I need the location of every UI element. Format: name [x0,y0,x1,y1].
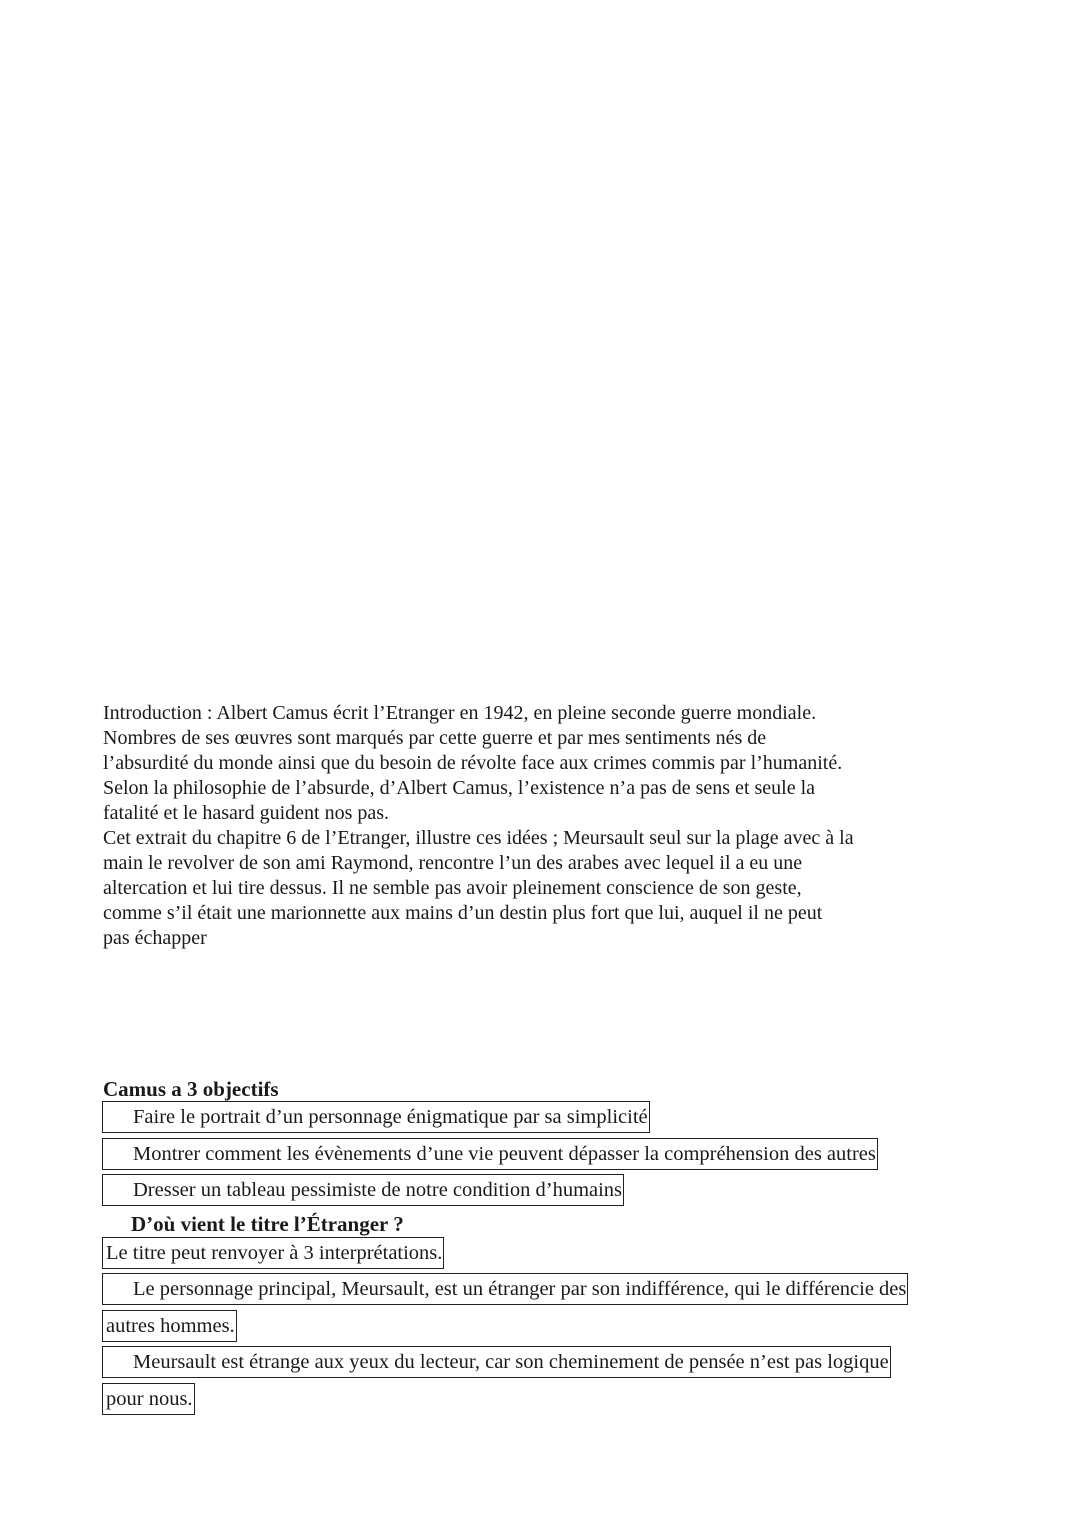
introduction-text [103,701,1003,951]
intro-paragraph-1 [103,701,1003,826]
title-lead-text: Le titre peut renvoyer à 3 interprétations. [102,1237,444,1269]
intro-line: altercation et lui tire dessus. Il ne semble pas avoir pleinement conscience de son geste, [103,877,802,899]
intro-line: fatalité et le hasard guident nos pas. [103,802,390,824]
objective-item: Montrer comment les évènements d’une vie peuvent dépasser la compréhension des autres [102,1138,878,1170]
objective-item: Faire le portrait d’un personnage énigmatique par sa simplicité [102,1101,650,1133]
intro-line: main le revolver de son ami Raymond, rencontre l’un des arabes avec lequel il a eu une [103,852,803,874]
intro-line: comme s’il était une marionnette aux mains d’un destin plus fort que lui, auquel il ne peut [103,902,823,924]
intro-line: Introduction : Albert Camus écrit l’Etranger en 1942, en pleine seconde guerre mondiale. [103,702,817,724]
title-question-heading: D’où vient le titre l’Étranger ? [131,1212,404,1236]
interpretation-2-line-1: Meursault est étrange aux yeux du lecteur, car son cheminement de pensée n’est pas logique [102,1346,891,1378]
interpretation-1-line-2: autres hommes. [102,1310,237,1342]
intro-line: Nombres de ses œuvres sont marqués par cette guerre et par mes sentiments nés de [103,727,767,749]
intro-line: Cet extrait du chapitre 6 de l’Etranger, illustre ces idées ; Meursault seul sur la plage avec à la [103,827,854,849]
objective-item: Dresser un tableau pessimiste de notre condition d’humains [102,1174,624,1206]
intro-line: l’absurdité du monde ainsi que du besoin de révolte face aux crimes commis par l’humanité. [103,752,843,774]
intro-paragraph-2 [103,826,1003,951]
intro-line: Selon la philosophie de l’absurde, d’Albert Camus, l’existence n’a pas de sens et seule la [103,777,816,799]
objectives-heading: Camus a 3 objectifs [103,1077,279,1101]
interpretation-1-line-1: Le personnage principal, Meursault, est un étranger par son indifférence, qui le différencie des [102,1273,908,1305]
interpretation-2-line-2: pour nous. [102,1383,195,1415]
intro-line: pas échapper [103,927,207,949]
